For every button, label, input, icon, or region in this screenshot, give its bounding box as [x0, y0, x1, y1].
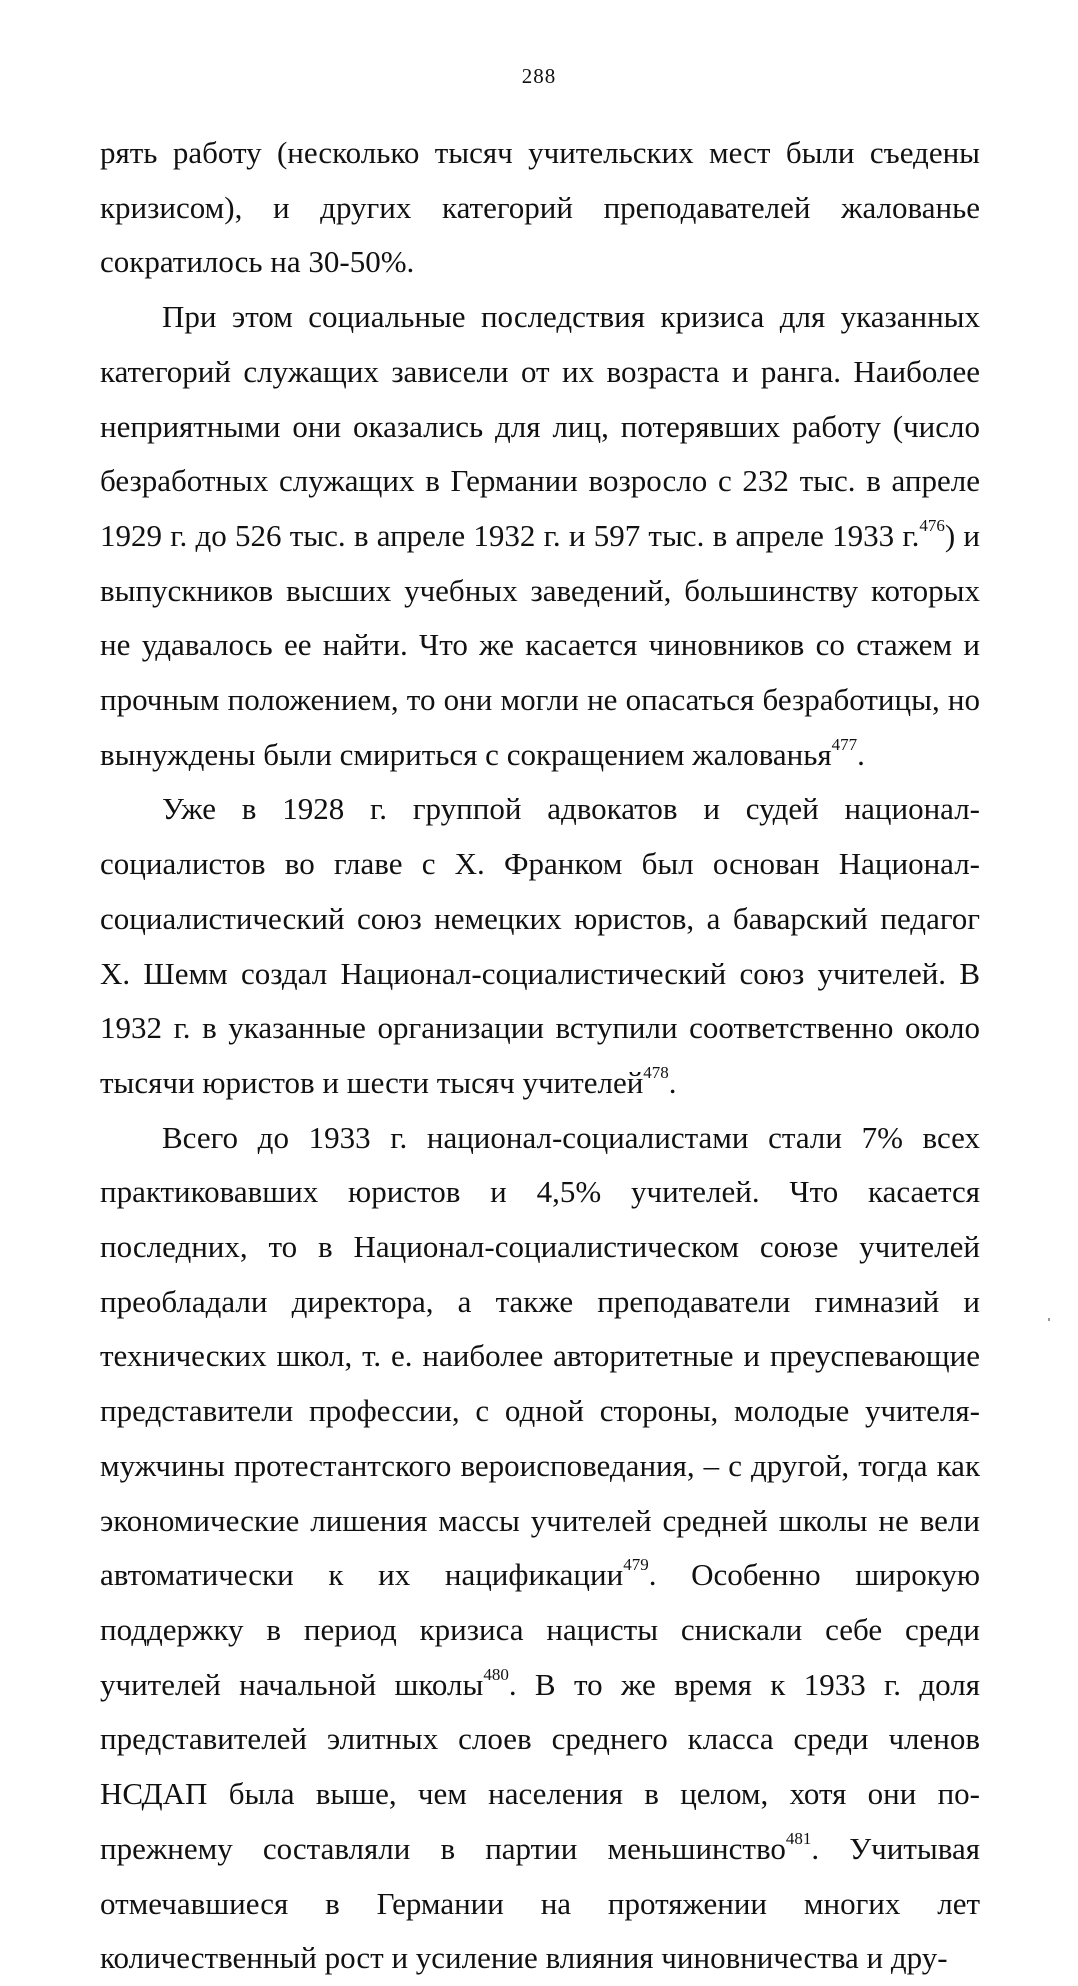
text-run: Всего до 1933 г. национал-социалистами стали 7% всех практиковавших юристов и 4,5% учителей. Что касается последних, то в Национал-социалистическом союзе учителей преобладали директора, а также преподаватели гимназий и технических школ, т. е. наиболее авторитетные и преуспевающие представители профессии, с одной стороны, молодые учителя-мужчины протестантского вероисповедания, – с другой, тогда как экономические лишения массы учителей средней школы не вели автоматически к их нацификации: [100, 1119, 980, 1593]
paragraph-2: [100, 290, 980, 782]
text-run: .: [857, 736, 865, 772]
footnote-marker: 478: [643, 1062, 669, 1082]
text-run: . Учитывая отмечавшиеся в Германии на протяжении многих лет количественный рост и усиление влияния чиновничества и дру-: [100, 1830, 980, 1976]
scan-artifact-mark: [1048, 1318, 1050, 1321]
text-run: .: [668, 1064, 677, 1100]
body-text: [100, 126, 980, 1986]
paragraph-1: [100, 126, 980, 290]
text-run: Уже в 1928 г. группой адвокатов и судей национал-социалистов во главе с Х. Франком был основан Национал-социалистический союз немецких юристов, а баварский педагог Х. Шемм создал Национал-социалистический союз учителей. В 1932 г. в указанные организации вступили соответственно около тысячи юристов и шести тысяч учителей: [100, 791, 980, 1100]
footnote-marker: 476: [919, 515, 945, 535]
paragraph-4: [100, 1111, 980, 1986]
footnote-marker: 477: [831, 734, 858, 754]
page-number: 288: [521, 64, 557, 88]
text-run: рять работу (несколько тысяч учительских мест были съедены кризисом), и других категорий преподавателей жалованье сократилось на 30-50%.: [100, 135, 980, 280]
footnote-marker: 479: [623, 1555, 649, 1575]
footnote-marker: 480: [483, 1664, 509, 1684]
text-run: ) и выпускников высших учебных заведений, большинству которых не удавалось ее найти. Что же касается чиновников со стажем и прочным положением, то они могли не опасаться безработицы, но вынуждены были смириться с сокращением жалованья: [100, 517, 981, 772]
text-run: . В то же время к 1933 г. доля представителей элитных слоев среднего класса среди членов НСДАП была выше, чем населения в целом, хотя они по-прежнему составляли в партии меньшинство: [100, 1666, 980, 1866]
paragraph-3: [100, 782, 980, 1110]
text-run: При этом социальные последствия кризиса для указанных категорий служащих зависели от их возраста и ранга. Наиболее неприятными они оказались для лиц, потерявших работу (число безработных служащих в Германии возросло с 232 тыс. в апреле 1929 г. до 526 тыс. в апреле 1932 г. и 597 тыс. в апреле 1933 г.: [100, 299, 980, 553]
text-run: . Особенно широкую поддержку в период кризиса нацисты снискали себе среди учителей начальной школы: [100, 1557, 980, 1702]
footnote-marker: 481: [785, 1828, 812, 1848]
